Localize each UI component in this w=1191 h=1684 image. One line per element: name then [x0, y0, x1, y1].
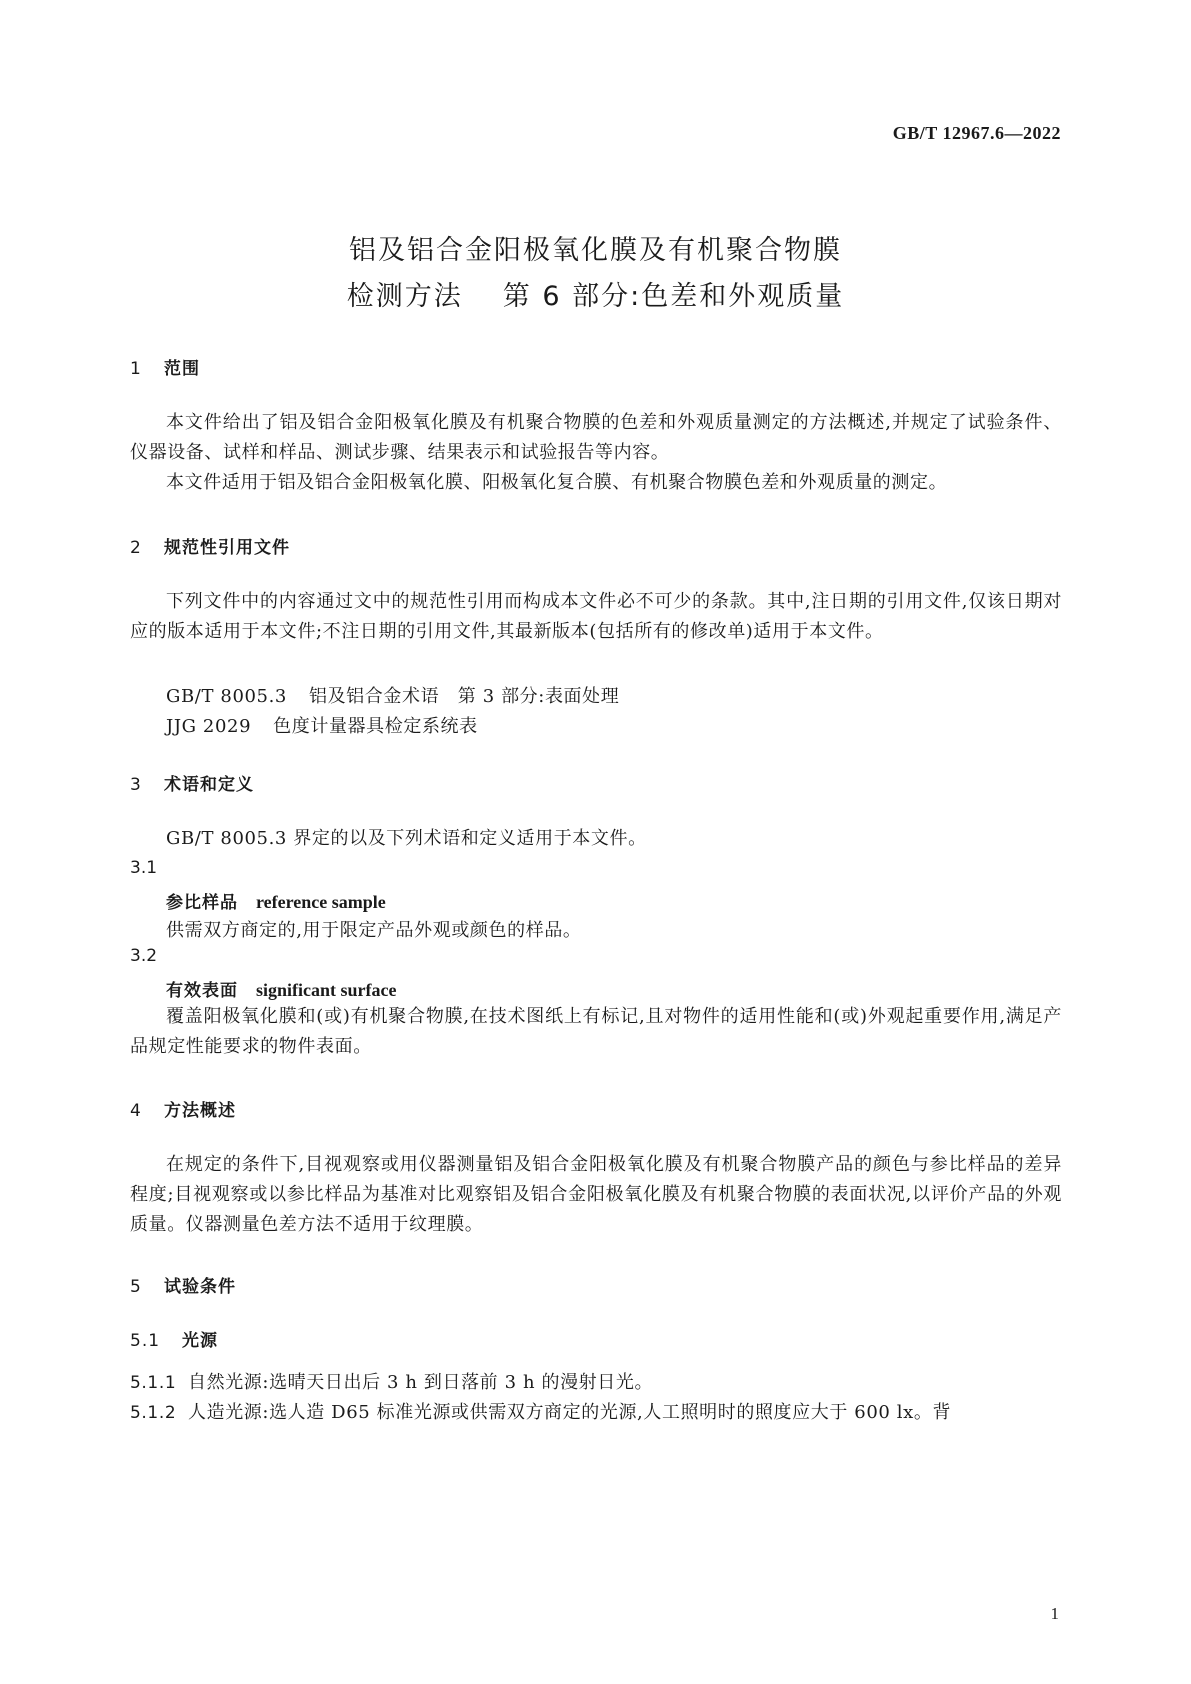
term-heading — [166, 976, 396, 1001]
term-number: 3.1 — [130, 858, 158, 878]
section-1-number: 1 — [130, 359, 142, 379]
document-title-line2 — [0, 274, 1191, 313]
section-4-number: 4 — [130, 1101, 142, 1121]
term-chinese: 参比样品 — [166, 893, 238, 913]
section-1-paragraph-1: 本文件给出了铝及铝合金阳极氧化膜及有机聚合物膜的色差和外观质量测定的方法概述,并规定了试验条件、仪器设备、试样和样品、测试步骤、结果表示和试验报告等内容。 — [130, 412, 1062, 463]
clause-number: 5.1.2 — [130, 1403, 177, 1423]
section-5-title: 试验条件 — [164, 1277, 236, 1297]
normative-reference — [166, 682, 619, 708]
section-1-heading — [130, 354, 200, 379]
clause-text: 人造光源:选人造 D65 标准光源或供需双方商定的光源,人工照明时的照度应大于 600 lx。背 — [188, 1402, 952, 1423]
section-2-heading — [130, 533, 290, 558]
term-english: reference sample — [256, 892, 386, 912]
section-3-heading — [130, 770, 254, 795]
reference-code: JJG 2029 — [166, 716, 252, 737]
clause-text: 自然光源:选晴天日出后 3 h 到日落前 3 h 的漫射日光。 — [188, 1372, 654, 1393]
section-4-paragraph-1: 在规定的条件下,目视观察或用仪器测量铝及铝合金阳极氧化膜及有机聚合物膜产品的颜色与参比样品的差异程度;目视观察或以参比样品为基准对比观察铝及铝合金阳极氧化膜及有机聚合物膜的表面状况,以评价产品的外观质量。仪器测量色差方法不适用于纹理膜。 — [130, 1154, 1062, 1235]
subsection-5-1-number: 5.1 — [130, 1331, 161, 1351]
section-2-number: 2 — [130, 538, 142, 558]
section-1-paragraph-2: 本文件适用于铝及铝合金阳极氧化膜、阳极氧化复合膜、有机聚合物膜色差和外观质量的测定。 — [166, 472, 948, 493]
term-english: significant surface — [256, 980, 397, 1000]
term-definition: 供需双方商定的,用于限定产品外观或颜色的样品。 — [166, 920, 582, 941]
document-title-part1: 检测方法 — [346, 281, 463, 312]
clause-5-1-1 — [130, 1368, 1062, 1394]
section-3-paragraph-1: GB/T 8005.3 界定的以及下列术语和定义适用于本文件。 — [166, 828, 647, 849]
term-definition: 覆盖阳极氧化膜和(或)有机聚合物膜,在技术图纸上有标记,且对物件的适用性能和(或)外观起重要作用,满足产品规定性能要求的物件表面。 — [130, 1006, 1062, 1057]
clause-number: 5.1.1 — [130, 1373, 177, 1393]
document-title-part2: 第 6 部分:色差和外观质量 — [502, 281, 845, 312]
section-2-title: 规范性引用文件 — [164, 538, 290, 558]
term-chinese: 有效表面 — [166, 981, 238, 1001]
section-4-title: 方法概述 — [164, 1101, 236, 1121]
normative-reference — [166, 712, 478, 738]
section-4-heading — [130, 1096, 236, 1121]
subsection-5-1-heading — [130, 1326, 218, 1351]
section-1-title: 范围 — [164, 359, 200, 379]
standard-code: GB/T 12967.6—2022 — [892, 123, 1061, 143]
section-2-paragraph-1: 下列文件中的内容通过文中的规范性引用而构成本文件必不可少的条款。其中,注日期的引用文件,仅该日期对应的版本适用于本文件;不注日期的引用文件,其最新版本(包括所有的修改单)适用于本文件。 — [130, 591, 1062, 642]
subsection-5-1-title: 光源 — [182, 1331, 218, 1351]
section-3-title: 术语和定义 — [164, 775, 254, 795]
document-title-line1: 铝及铝合金阳极氧化膜及有机聚合物膜 — [349, 235, 842, 266]
page-number: 1 — [1050, 1604, 1059, 1623]
term-heading — [166, 888, 386, 913]
reference-title: 铝及铝合金术语 第 3 部分:表面处理 — [308, 686, 620, 707]
section-5-heading — [130, 1272, 236, 1297]
section-3-number: 3 — [130, 775, 142, 795]
section-5-number: 5 — [130, 1277, 142, 1297]
term-number: 3.2 — [130, 946, 158, 966]
clause-5-1-2 — [130, 1398, 1062, 1424]
reference-title: 色度计量器具检定系统表 — [273, 716, 478, 737]
reference-code: GB/T 8005.3 — [166, 686, 287, 707]
